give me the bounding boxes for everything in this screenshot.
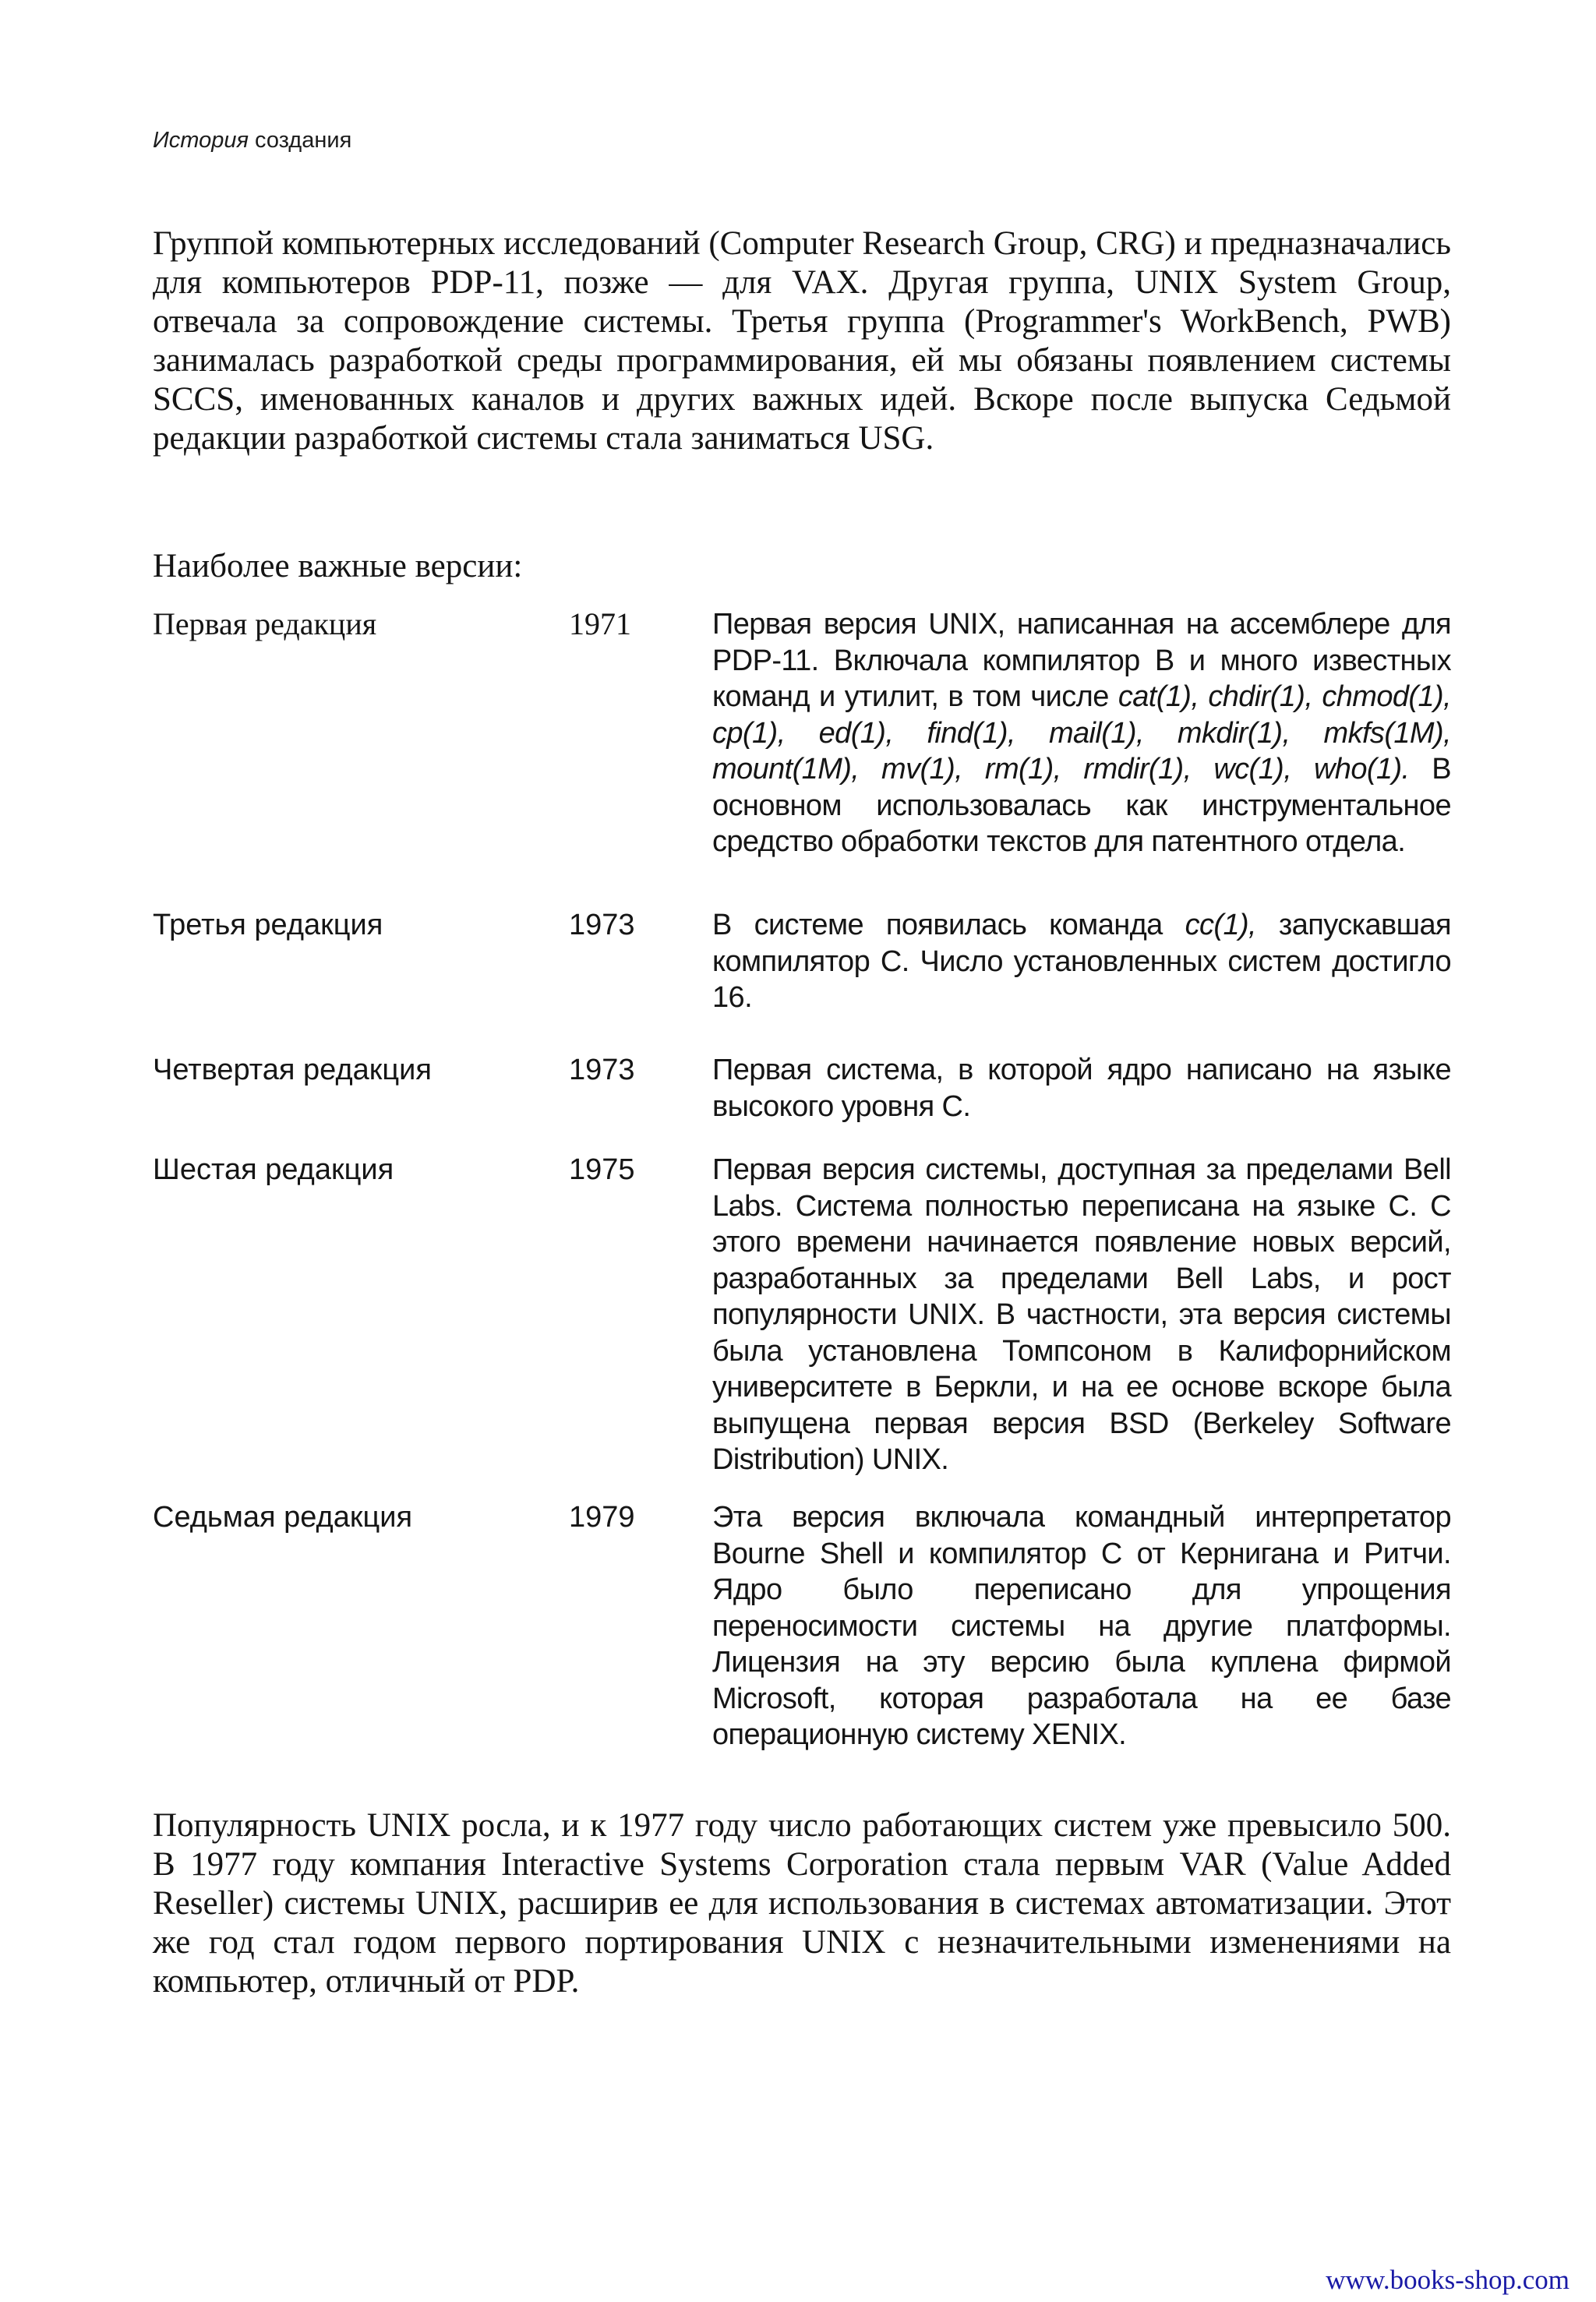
version-row — [153, 1152, 1451, 1499]
closing-paragraph: Популярность UNIX росла, и к 1977 году число работающих систем уже превысило 500. В 1977 году компания Interactive Systems Corporation стала первым VAR (Value Added Reseller) системы UNIX, расширив ее для использования в системах автоматизации. Этот же год стал годом первого портирования UNIX с незначительными изменениями на компьютер, отличный от PDP. — [153, 1807, 1451, 2000]
version-name: Шестая редакция — [153, 1153, 394, 1186]
header-section-rest: создания — [255, 128, 352, 153]
version-year: 1979 — [569, 1501, 635, 1534]
intro-paragraph: Группой компьютерных исследований (Computer Research Group, CRG) и предназначались для компьютеров PDP-11, позже — для VAX. Другая группа, UNIX System Group, отвечала за сопровождение системы. Третья группа (Programmer's WorkBench, PWB) занималась разработкой среды программирования, ей мы обязаны появлением системы SCCS, именованных каналов и других важных идей. Вскоре после выпуска Седьмой редакции разработкой системы стала заниматься USG. — [153, 225, 1451, 457]
versions-table — [153, 606, 1451, 1764]
version-name: Седьмая редакция — [153, 1501, 413, 1534]
version-name: Первая редакция — [153, 606, 377, 641]
version-name: Третья редакция — [153, 909, 383, 941]
versions-lead: Наиболее важные версии: — [153, 548, 523, 584]
version-year: 1973 — [569, 1054, 635, 1086]
version-description: Эта версия включала командный интерпретатор Bourne Shell и компилятор С от Кернигана и Ритчи. Ядро было переписано для упрощения переносимости системы на другие платформы. Лицензия на эту версию была куплена фирмой Microsoft, которая разработала на ее базе операционную систему XENIX. — [712, 1501, 1451, 1751]
running-header — [153, 128, 351, 154]
version-description-text: запускавшая компилятор С. Число установленных систем достигло 16. — [712, 909, 1451, 1014]
version-year: 1973 — [569, 909, 635, 941]
version-description — [712, 606, 1451, 860]
version-command-list: cc(1), — [1185, 909, 1257, 941]
version-description: Первая система, в которой ядро написано на языке высокого уровня С. — [712, 1054, 1451, 1123]
version-description-text: Первая версия UNIX, написанная на ассемблере для PDP-11. Включала компилятор B и много известных команд и утилит, в том числе — [712, 608, 1451, 713]
version-description-text: В основном использовалась как инструментальное средство обработки текстов для патентного отдела. — [712, 753, 1451, 858]
version-description-text: В системе появилась команда — [712, 909, 1163, 941]
version-name: Четвертая редакция — [153, 1054, 432, 1086]
version-year: 1971 — [569, 606, 631, 641]
version-description: Первая версия системы, доступная за пределами Bell Labs. Система полностью переписана на языке С. С этого времени начинается появление новых версий, разработанных за пределами Bell Labs, и рост популярности UNIX. В частности, эта версия системы была установлена Томпсоном в Калифорнийском университете в Беркли, и на ее основе вскоре была выпущена первая версия BSD (Berkeley Software Distribution) UNIX. — [712, 1153, 1451, 1476]
version-year: 1975 — [569, 1153, 635, 1186]
version-row — [153, 1052, 1451, 1152]
version-row — [153, 907, 1451, 1052]
version-command-list: cat(1), chdir(1), chmod(1), cp(1), ed(1), find(1), mail(1), mkdir(1), mkfs(1M), mount(1M), mv(1), rm(1), rmdir(1), wc(1), who(1). — [712, 680, 1451, 786]
version-row — [153, 606, 1451, 907]
version-row — [153, 1499, 1451, 1764]
footer-url: www.books-shop.com — [1326, 2265, 1570, 2295]
header-section-italic: История — [153, 128, 249, 153]
version-description — [712, 907, 1451, 1016]
